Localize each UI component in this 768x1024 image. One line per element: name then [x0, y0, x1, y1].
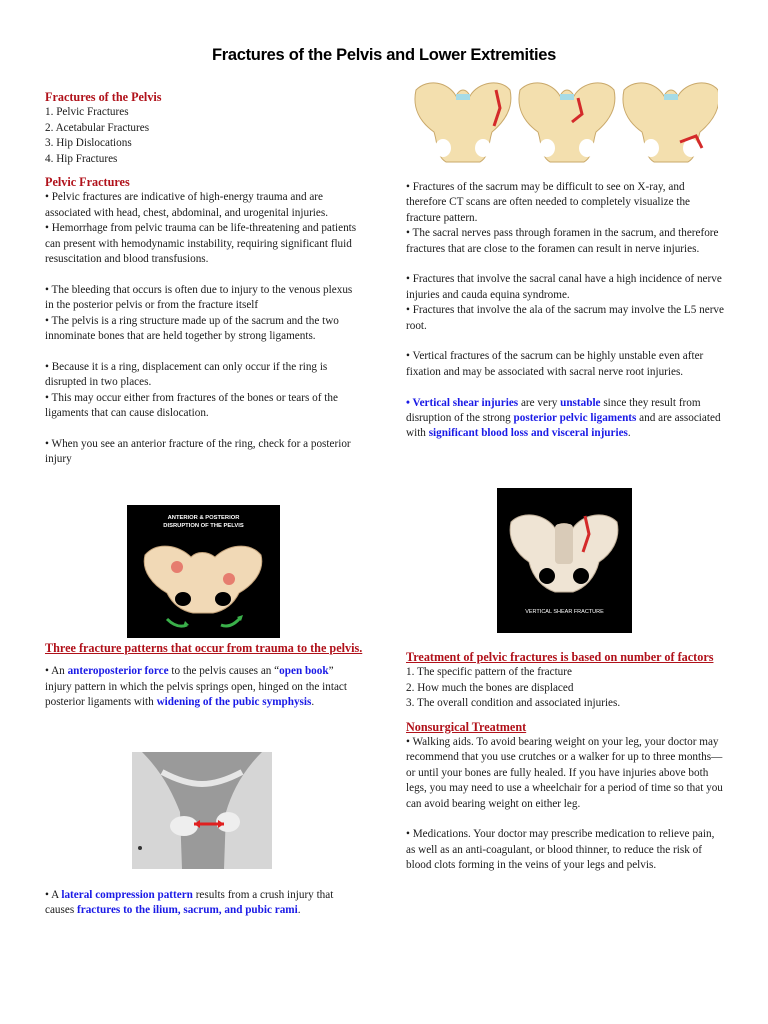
paragraph: • Walking aids. To avoid bearing weight on your leg, your doctor may recommend that you use crutches or a walker for up to three months—or until your bones are fully healed. If you have injuries above both legs, you may need to use a wheelchair for a period of time so that you can avoid bearing weight on either leg.	[406, 736, 723, 810]
list-item: 2. Acetabular Fractures	[45, 121, 150, 134]
pelvis-illustration-2	[519, 83, 615, 162]
vertical-shear-paragraph: • Vertical shear injuries are very unstable since they result from disruption of the strong posterior pelvic ligaments and are associated with significant blood loss and visceral injuries.	[406, 396, 721, 440]
left-lower-column	[45, 641, 363, 711]
left-bottom-column	[45, 888, 363, 919]
pelvis-xray-svg	[132, 752, 272, 869]
treatment-heading: Treatment of pelvic fractures is based on number of factors	[406, 650, 714, 664]
pelvis-fractures-heading: Fractures of the Pelvis	[45, 90, 162, 104]
list-item: 3. Hip Dislocations	[45, 137, 132, 150]
list-item: 1. Pelvic Fractures	[45, 106, 129, 119]
paragraph: • Fractures of the sacrum may be difficult to see on X-ray, and therefore CT scans are often needed to completely visualize the fracture pattern.	[406, 181, 691, 224]
list-item: 4. Hip Fractures	[45, 152, 118, 165]
list-item: 2. How much the bones are displaced	[406, 681, 574, 694]
paragraph: • The bleeding that occurs is often due to injury to the venous plexus in the posterior pelvis or from the fracture itself	[45, 283, 353, 312]
list-item: 1. The specific pattern of the fracture	[406, 666, 572, 679]
figure-caption: ANTERIOR & POSTERIOR DISRUPTION OF THE PELVIS	[163, 515, 244, 529]
nonsurgical-heading: Nonsurgical Treatment	[406, 719, 527, 734]
paragraph: • Fractures that involve the sacral canal have a high incidence of nerve injuries and cauda equina syndrome.	[406, 273, 722, 301]
paragraph: • Fractures that involve the ala of the sacrum may involve the L5 nerve root.	[406, 304, 724, 332]
paragraph: • When you see an anterior fracture of the ring, check for a posterior injury	[45, 437, 351, 466]
paragraph: • Medications. Your doctor may prescribe medication to relieve pain, as well as an anti-coagulant, or blood thinner, to reduce the risk of blood clots forming in the veins of your legs and pelvis.	[406, 828, 715, 872]
list-item: 3. The overall condition and associated injuries.	[406, 697, 621, 710]
figure-caption: VERTICAL SHEAR FRACTURE	[525, 609, 604, 615]
pelvis-illustration-3	[623, 83, 718, 162]
fracture-patterns-heading: Three fracture patterns that occur from trauma to the pelvis.	[45, 641, 363, 655]
right-lower-column	[406, 650, 726, 874]
paragraph: • Hemorrhage from pelvic trauma can be life-threatening and patients can present with hemodynamic instability, requiring significant fluid resuscitation and blood transfusions.	[45, 222, 357, 266]
pelvis-xray-figure	[132, 752, 272, 869]
left-column	[45, 90, 360, 468]
paragraph: • The sacral nerves pass through foramen in the sacrum, and therefore fractures that are close to the foramen can result in nerve injuries.	[406, 227, 719, 255]
paragraph: • Pelvic fractures are indicative of high-energy trauma and are associated with head, chest, abdominal, and urogenital injuries.	[45, 191, 329, 219]
open-book-paragraph: • An anteroposterior force to the pelvis causes an “open book” injury pattern in which the pelvis springs open, hinged on the intact posterior ligaments with widening of the pubic symphysis.	[45, 665, 348, 709]
paragraph: • The pelvis is a ring structure made up of the sacrum and the two innominate bones that are held together by strong ligaments.	[45, 314, 339, 343]
lateral-compression-paragraph: • A lateral compression pattern results from a crush injury that causes fractures to the ilium, sacrum, and pubic rami.	[45, 889, 334, 917]
page-title: Fractures of the Pelvis and Lower Extremities	[211, 46, 557, 64]
pelvis-disruption-figure	[127, 505, 280, 638]
pelvis-fracture-illustrations	[408, 78, 718, 164]
paragraph: • Vertical fractures of the sacrum can be highly unstable even after fixation and may be associated with sacral nerve root injuries.	[406, 350, 704, 378]
vertical-shear-figure	[497, 488, 632, 633]
pelvis-illustration-1	[415, 83, 511, 162]
pelvis-illustration-svg	[408, 78, 718, 164]
pelvic-fractures-heading: Pelvic Fractures	[45, 175, 130, 190]
paragraph: • Because it is a ring, displacement can only occur if the ring is disrupted in two places.	[45, 360, 328, 389]
paragraph: • This may occur either from fractures of the bones or tears of the ligaments that can cause dislocation.	[45, 391, 338, 420]
right-column	[406, 180, 726, 442]
